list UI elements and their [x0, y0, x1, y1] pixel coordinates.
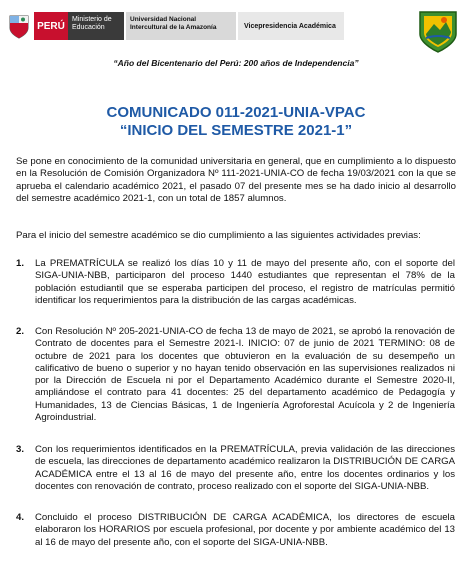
document-title [0, 104, 472, 140]
activities-intro: Para el inicio del semestre académico se dio cumplimiento a las siguientes actividades previas: [16, 230, 421, 241]
university-seal-icon [416, 8, 460, 54]
peru-shield-icon [8, 14, 30, 40]
motto-line: “Año del Bicentenario del Perú: 200 años de Independencia” [113, 58, 359, 68]
ministry-label: Ministerio de Educación [68, 12, 124, 40]
peru-label: PERÚ [34, 12, 68, 40]
list-item-number: 2. [16, 326, 25, 337]
list-item-text: Con los requerimientos identificados en la PREMATRÍCULA, previa validación de las direcciones de escuela, las direcciones de departamento académico realizaron la DISTRIBUCIÓN DE CARGA ACADÉMICA entre el 13 al 16 de mayo del presente año, entre los docentes ordinarios y los docentes con renovación de contrato, proceso realizado con el soporte del SIGA-UNIA-NBB. [35, 444, 455, 492]
list-item-number: 1. [16, 258, 25, 269]
office-label: Vicepresidencia Académica [236, 12, 344, 40]
list-item-text: Con Resolución Nº 205-2021-UNIA-CO de fecha 13 de mayo de 2021, se aprobó la renovación de Contrato de docentes para el Semestre 2021-I. INICIO: 07 de junio de 2021 TERMINO: 08 de octubre de 2021 para los docentes que obtuvieron en la evaluación de su desempeño un calificativo de bueno o superior y no hayan tenido observación en las supervisiones realizados ni por la Dirección de Escuela ni por el Departamento Académico durante el Semestre 2020-II, ampliándose el contrato para 41 docentes: 25 del departamento académico de Pedagogía y Humanidades, 13 de Ciencias Básicas, 1 de Ingeniería Agroforestal Acuícola y 2 de Ingeniería Agroindustrial. [35, 326, 455, 424]
title-line-1: COMUNICADO 011-2021-UNIA-VPAC [106, 104, 366, 121]
list-item-text: La PREMATRÍCULA se realizó los días 10 y 11 de mayo del presente año, con el soporte del SIGA-UNIA-NBB, participaron del proceso 1440 estudiantes que representan el 78% de la población estudiantil que se esperaba participen del proceso, el registro de matrículas permitió identificar los requerimientos para la distribución de las cargas académicas. [35, 258, 455, 306]
letterhead [0, 6, 472, 56]
list-item-number: 4. [16, 512, 25, 523]
list-item-number: 3. [16, 444, 25, 455]
title-line-2: “INICIO DEL SEMESTRE 2021-1” [119, 122, 353, 139]
government-banner [34, 12, 344, 40]
university-label: Universidad Nacional Intercultural de la Amazonía [124, 12, 236, 40]
list-item-text: Concluido el proceso DISTRIBUCIÓN DE CARGA ACADÉMICA, los directores de escuela elaboraron los HORARIOS por escuela profesional, por docente y por ambiente académico del 13 al 16 de mayo del presente año, con el soporte del SIGA-UNIA-NBB. [35, 512, 455, 548]
intro-paragraph: Se pone en conocimiento de la comunidad universitaria en general, que en cumplimiento a lo dispuesto en la Resolución de Comisión Organizadora Nº 111-2021-UNIA-CO de fecha 19/03/2021 con la que se aprueba el calendario académico 2021, el pasado 07 del presente mes se ha dado inicio al desarrollo del semestre académico 2021-1, con un total de 1857 alumnos. [16, 156, 456, 204]
